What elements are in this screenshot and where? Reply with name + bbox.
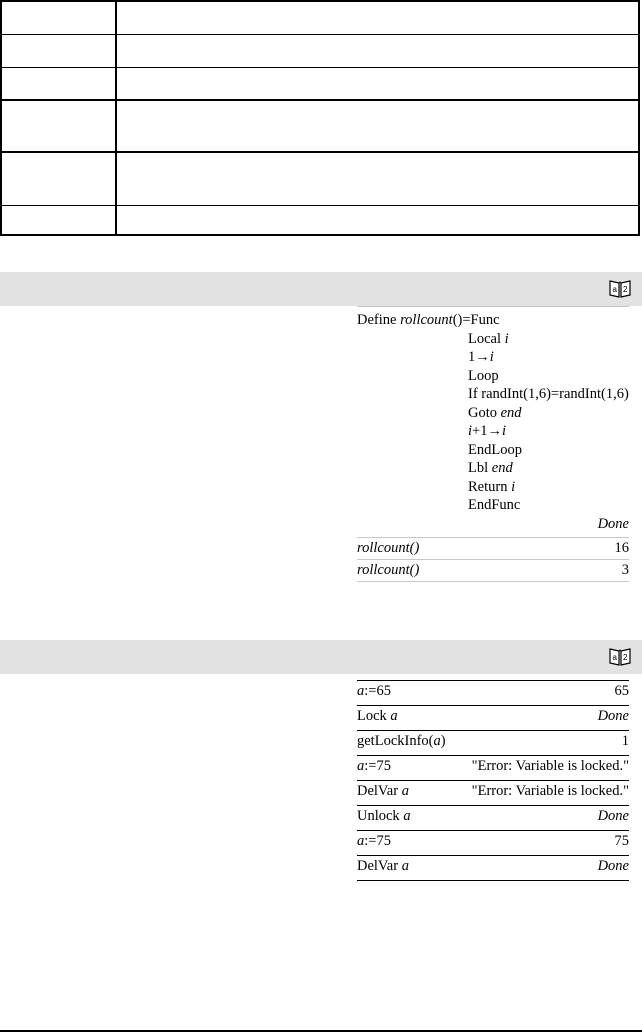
result-value: 16 [614,540,629,556]
result-value: Done [597,808,629,824]
column-divider [115,2,117,234]
table-row [2,101,638,153]
code-line: Lbl end [468,460,513,476]
code-line: Goto end [468,405,522,421]
expression: rollcount() [357,562,420,578]
calculator-example-2 [357,680,629,882]
section-header-bar [0,640,642,674]
svg-text:a: a [612,285,617,294]
result-value: 1 [621,733,629,749]
expression: DelVar a [357,783,409,799]
expression: a:=75 [357,833,391,849]
table-row [2,2,638,35]
code-line: Loop [468,368,499,384]
code-line: Return i [468,479,516,495]
svg-text:2: 2 [623,285,628,294]
svg-text:a: a [612,653,617,662]
code-line: Define rollcount()=Func [357,312,500,328]
book-icon[interactable] [608,646,632,666]
section-header-bar [0,272,642,306]
svg-text:2: 2 [623,653,628,662]
expression: Lock a [357,708,398,724]
result-value: 65 [614,683,629,699]
code-line: Local i [468,331,509,347]
expression: a:=65 [357,683,391,699]
calculator-example-1 [357,306,629,582]
result-value: Done [597,708,629,724]
expression: DelVar a [357,858,409,874]
code-line: 1→i [468,349,494,365]
table-row [2,68,638,101]
result-value: Done [597,516,629,532]
result-value: Done [597,858,629,874]
code-line: EndFunc [468,497,521,513]
expression: a:=75 [357,758,391,774]
expression: getLockInfo(a) [357,733,446,749]
expression: Unlock a [357,808,411,824]
code-line: EndLoop [468,442,522,458]
code-line: If randInt(1,6)=randInt(1,6) [468,386,629,402]
result-value: "Error: Variable is locked." [471,758,629,774]
table-row [2,206,638,236]
table-row [2,153,638,206]
result-value: 3 [621,562,629,578]
reference-table [0,0,640,236]
code-line: i+1→i [468,423,506,439]
table-row [2,35,638,68]
result-value: "Error: Variable is locked." [471,783,629,799]
page-bottom-rule [0,1030,642,1032]
expression: rollcount() [357,540,420,556]
result-value: 75 [614,833,629,849]
book-icon[interactable] [608,278,632,298]
